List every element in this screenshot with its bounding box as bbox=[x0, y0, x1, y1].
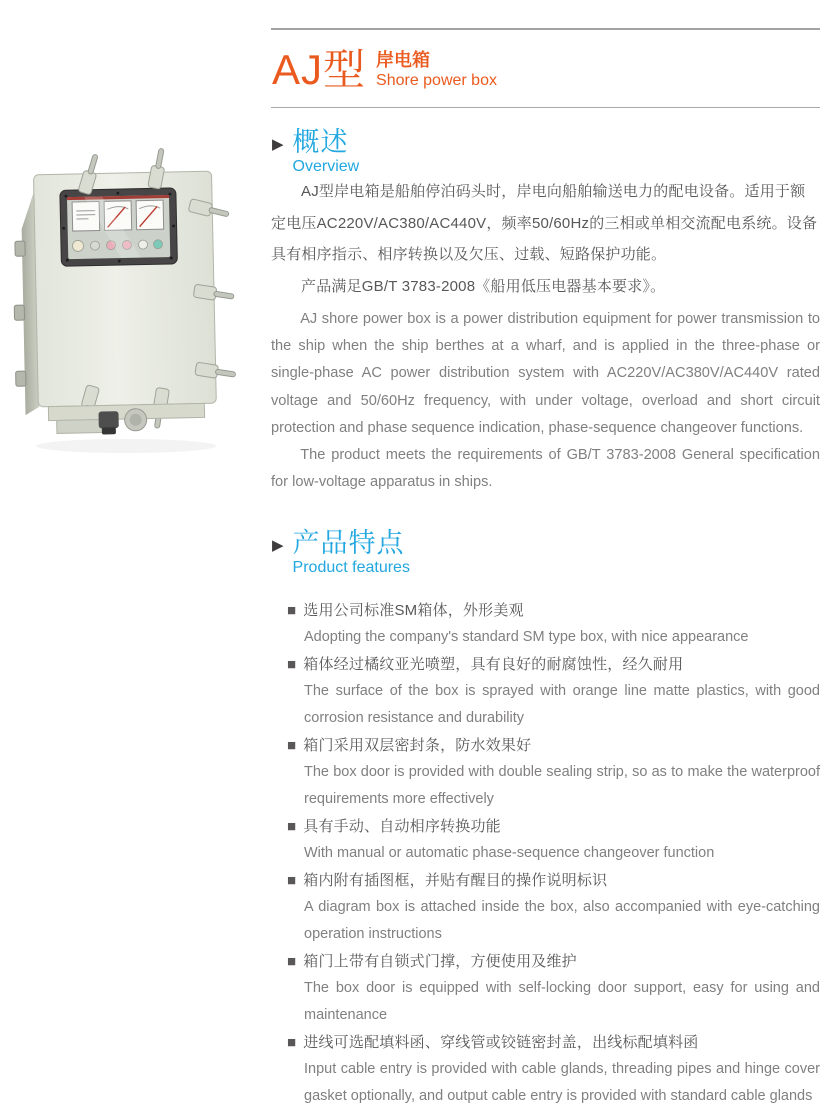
feature-list bbox=[287, 597, 820, 1110]
product-model: AJ型 bbox=[272, 46, 367, 93]
overview-section-heading bbox=[272, 127, 359, 176]
features-section-heading bbox=[272, 528, 410, 577]
feature-bullet-icon: ■ bbox=[287, 818, 297, 835]
top-rule bbox=[271, 28, 820, 30]
feature-text-en: A diagram box is attached inside the box, also accompanied with eye-catching operation instructions bbox=[304, 899, 820, 942]
shadow bbox=[36, 439, 216, 453]
feature-text-en: The surface of the box is sprayed with orange line matte plastics, with good corrosion resistance and durability bbox=[304, 683, 820, 726]
feature-item bbox=[287, 867, 820, 948]
feature-item bbox=[287, 597, 820, 651]
overview-paragraph-zh: 产品满足GB/T 3783-2008《船用低压电器基本要求》。 bbox=[301, 277, 666, 295]
feature-text-zh: 箱门上带有自锁式门撑，方便使用及维护 bbox=[303, 953, 577, 970]
overview-heading-zh: 概述 bbox=[292, 127, 349, 157]
feature-item bbox=[287, 651, 820, 732]
feature-item bbox=[287, 948, 820, 1029]
section-arrow-icon: ▶ bbox=[272, 136, 284, 153]
feature-bullet-icon: ■ bbox=[287, 1034, 297, 1051]
feature-bullet-icon: ■ bbox=[287, 872, 297, 889]
product-name-en: Shore power box bbox=[376, 72, 497, 89]
feature-text-en: Adopting the company's standard SM type box, with nice appearance bbox=[304, 629, 749, 645]
overview-text-zh bbox=[271, 176, 820, 302]
overview-text-en bbox=[271, 306, 820, 496]
feature-text-zh: 箱门采用双层密封条，防水效果好 bbox=[303, 737, 532, 754]
feature-text-zh: 箱体经过橘纹亚光喷塑，具有良好的耐腐蚀性，经久耐用 bbox=[303, 656, 684, 673]
feature-bullet-icon: ■ bbox=[287, 602, 297, 619]
feature-text-en: The box door is equipped with self-locking door support, easy for using and maintenance bbox=[304, 980, 820, 1023]
overview-paragraph-zh: AJ型岸电箱是船舶停泊码头时，岸电向船舶输送电力的配电设备。适用于额定电压AC220V/AC380/AC440V，频率50/60Hz的三相或单相交流配电系统。设备具有相序指示、相序转换以及欠压、过载、短路保护功能。 bbox=[271, 183, 818, 263]
feature-text-en: Input cable entry is provided with cable glands, threading pipes and hinge cover gasket optionally, and output cable entry is provided with standard cable glands bbox=[304, 1061, 820, 1104]
content-column bbox=[271, 0, 820, 1118]
feature-text-zh: 箱内附有插图框，并贴有醒目的操作说明标识 bbox=[303, 872, 608, 889]
overview-paragraph-en: The product meets the requirements of GB/T 3783-2008 General specification for low-voltage apparatus in ships. bbox=[271, 447, 820, 491]
feature-bullet-icon: ■ bbox=[287, 656, 297, 673]
feature-text-zh: 选用公司标准SM箱体，外形美观 bbox=[303, 602, 524, 619]
shore-power-box-illustration bbox=[8, 143, 240, 461]
feature-text-zh: 进线可选配填料函、穿线管或铰链密封盖，出线标配填料函 bbox=[303, 1034, 699, 1051]
feature-text-zh: 具有手动、自动相序转换功能 bbox=[303, 818, 501, 835]
meter-window bbox=[60, 188, 178, 266]
feature-text-en: With manual or automatic phase-sequence changeover function bbox=[304, 845, 715, 861]
feature-item bbox=[287, 732, 820, 813]
product-photo bbox=[8, 143, 240, 461]
overview-paragraph-en: AJ shore power box is a power distribution equipment for power transmission to the ship when the ship berthes at a wharf, and is applied in the three-phase or single-phase AC power distribution system with AC220V/AC380V/AC440V rated voltage and 50/60Hz frequency, with under voltage, overload and short circuit protection and phase sequence indication, phase-sequence changeover functions. bbox=[271, 311, 820, 436]
product-name-zh: 岸电箱 bbox=[376, 50, 431, 70]
title-divider-rule bbox=[271, 107, 820, 108]
feature-bullet-icon: ■ bbox=[287, 953, 297, 970]
features-heading-zh: 产品特点 bbox=[292, 528, 405, 558]
features-heading-en: Product features bbox=[292, 559, 410, 576]
feature-text-en: The box door is provided with double sealing strip, so as to make the waterproof requirements more effectively bbox=[304, 764, 820, 807]
overview-heading-en: Overview bbox=[292, 158, 360, 175]
feature-item bbox=[287, 813, 820, 867]
section-arrow-icon: ▶ bbox=[272, 537, 284, 554]
feature-item bbox=[287, 1029, 820, 1110]
feature-bullet-icon: ■ bbox=[287, 737, 297, 754]
page-title bbox=[272, 48, 497, 92]
product-subtitle bbox=[376, 50, 497, 92]
